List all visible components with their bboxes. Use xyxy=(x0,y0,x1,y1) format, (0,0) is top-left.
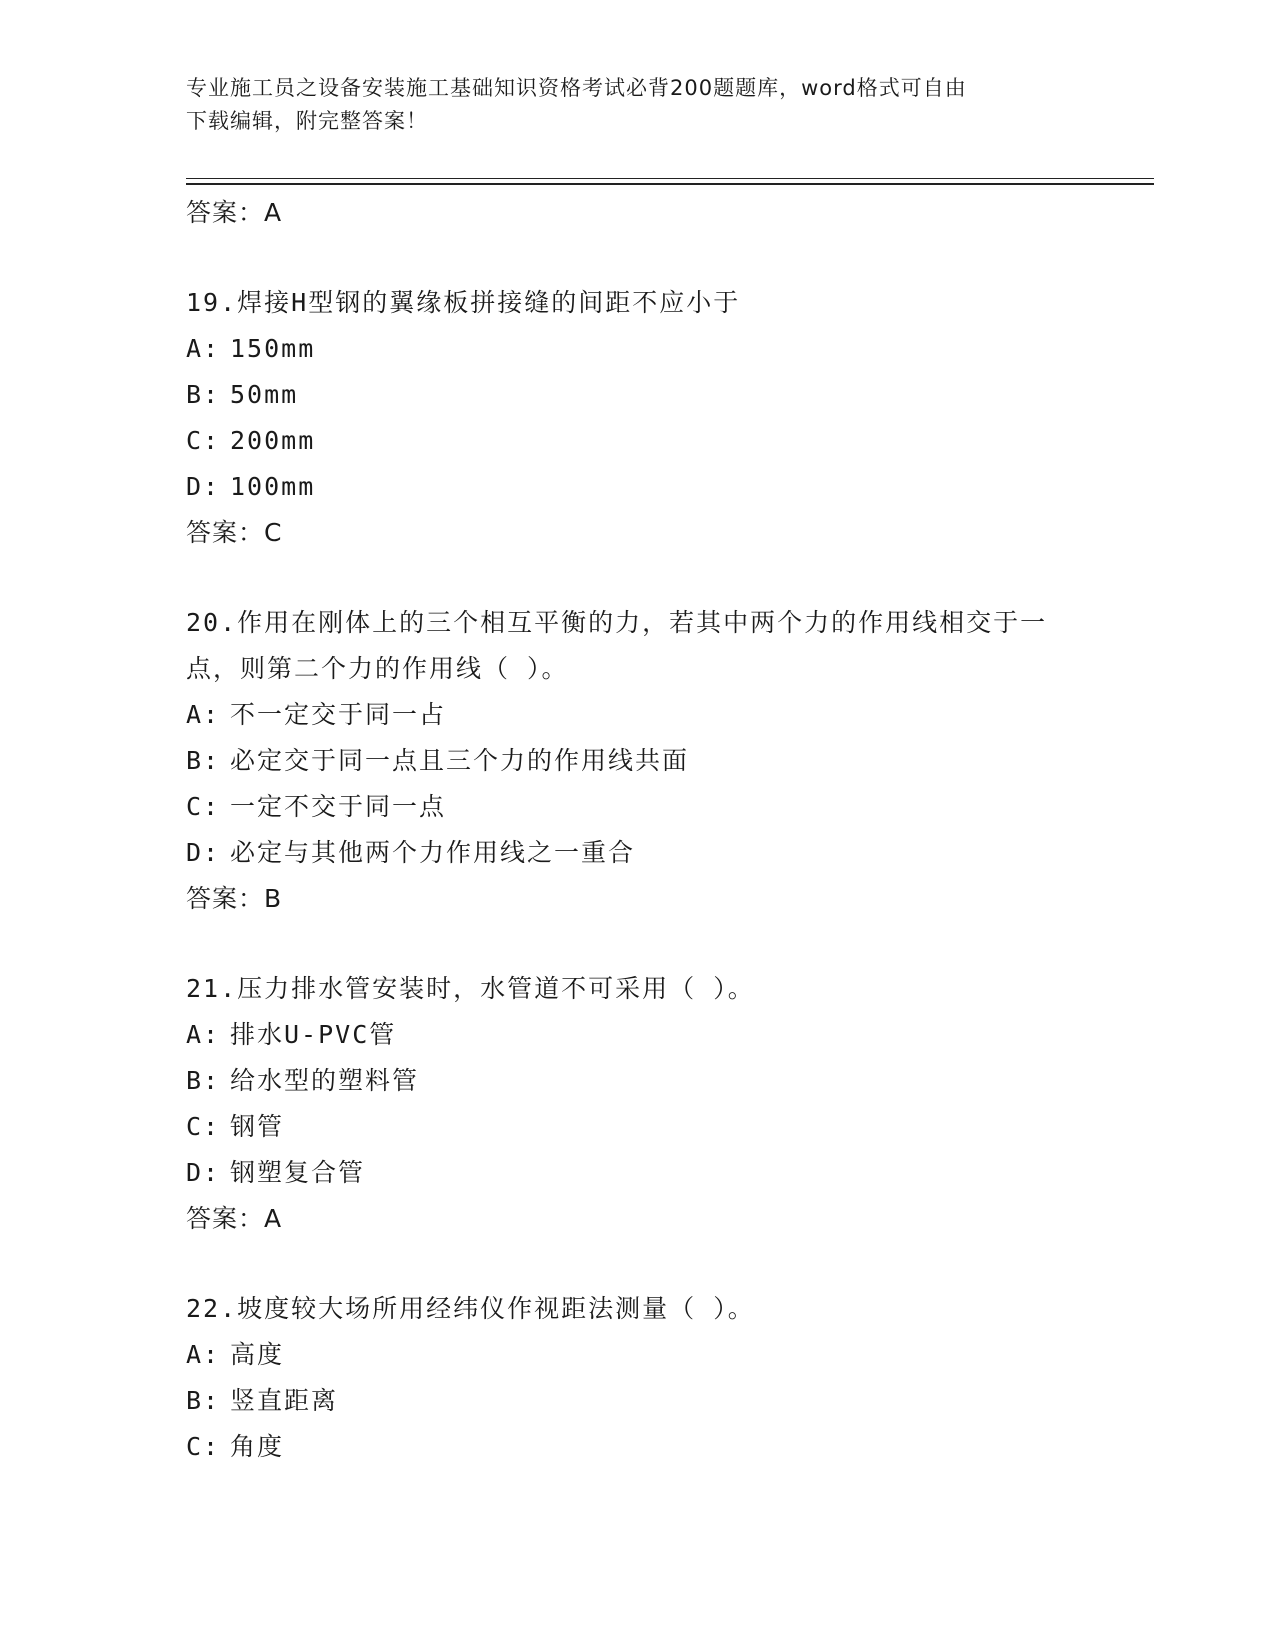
option-key: C: xyxy=(186,792,221,821)
option-key: A: xyxy=(186,1340,221,1369)
option-a xyxy=(186,326,1086,372)
option-a xyxy=(186,692,1086,738)
option-a xyxy=(186,1012,1086,1058)
option-b xyxy=(186,738,1086,784)
option-key: B: xyxy=(186,746,221,775)
option-key: B: xyxy=(186,1066,221,1095)
question-block-19 xyxy=(186,280,1086,556)
option-text: 给水型的塑料管 xyxy=(230,1066,420,1095)
question-block-20 xyxy=(186,600,1086,922)
spacer xyxy=(186,1242,1086,1286)
option-key: C: xyxy=(186,1112,221,1141)
question-stem: 20.作用在刚体上的三个相互平衡的力，若其中两个力的作用线相交于一点，则第二个力的作用线（ ）。 xyxy=(186,608,1048,683)
option-c xyxy=(186,1424,1086,1470)
spacer xyxy=(186,556,1086,600)
answer-line: 答案：B xyxy=(186,884,283,913)
option-text: 角度 xyxy=(230,1432,285,1461)
option-key: C: xyxy=(186,1432,221,1461)
option-text: 排水U-PVC管 xyxy=(230,1020,397,1049)
option-key: B: xyxy=(186,380,221,409)
option-text: 200mm xyxy=(230,426,316,455)
spacer xyxy=(186,922,1086,966)
option-d xyxy=(186,464,1086,510)
answer-line: 答案：C xyxy=(186,518,283,547)
option-d xyxy=(186,830,1086,876)
option-text: 钢塑复合管 xyxy=(230,1158,366,1187)
option-a xyxy=(186,1332,1086,1378)
question-stem: 22.坡度较大场所用经纬仪作视距法测量（ ）。 xyxy=(186,1294,755,1323)
spacer xyxy=(186,236,1086,280)
option-b xyxy=(186,372,1086,418)
question-list xyxy=(186,190,1086,1470)
question-stem: 21.压力排水管安装时，水管道不可采用（ ）。 xyxy=(186,974,755,1003)
option-text: 必定交于同一点且三个力的作用线共面 xyxy=(230,746,690,775)
option-key: A: xyxy=(186,700,221,729)
previous-answer: 答案：A xyxy=(186,198,283,227)
option-key: A: xyxy=(186,334,221,363)
option-text: 一定不交于同一点 xyxy=(230,792,447,821)
option-text: 100mm xyxy=(230,472,316,501)
option-text: 钢管 xyxy=(230,1112,285,1141)
header-line-2: 下载编辑，附完整答案！ xyxy=(186,109,428,133)
option-key: C: xyxy=(186,426,221,455)
header-divider-thick xyxy=(186,183,1154,185)
question-block-21 xyxy=(186,966,1086,1242)
option-text: 高度 xyxy=(230,1340,285,1369)
option-key: B: xyxy=(186,1386,221,1415)
option-key: D: xyxy=(186,838,221,867)
option-text: 竖直距离 xyxy=(230,1386,339,1415)
option-c xyxy=(186,784,1086,830)
option-text: 50mm xyxy=(230,380,299,409)
header-line-1: 专业施工员之设备安装施工基础知识资格考试必背200题题库，word格式可自由 xyxy=(186,76,967,100)
option-d xyxy=(186,1150,1086,1196)
option-text: 150mm xyxy=(230,334,316,363)
option-key: A: xyxy=(186,1020,221,1049)
option-c xyxy=(186,1104,1086,1150)
option-key: D: xyxy=(186,472,221,501)
document-header xyxy=(186,72,1066,138)
option-text: 必定与其他两个力作用线之一重合 xyxy=(230,838,636,867)
answer-line: 答案：A xyxy=(186,1204,283,1233)
option-c xyxy=(186,418,1086,464)
option-key: D: xyxy=(186,1158,221,1187)
option-b xyxy=(186,1378,1086,1424)
option-text: 不一定交于同一占 xyxy=(230,700,447,729)
option-b xyxy=(186,1058,1086,1104)
question-stem: 19.焊接H型钢的翼缘板拼接缝的间距不应小于 xyxy=(186,288,741,317)
question-block-22 xyxy=(186,1286,1086,1470)
header-divider-thin xyxy=(186,178,1154,179)
